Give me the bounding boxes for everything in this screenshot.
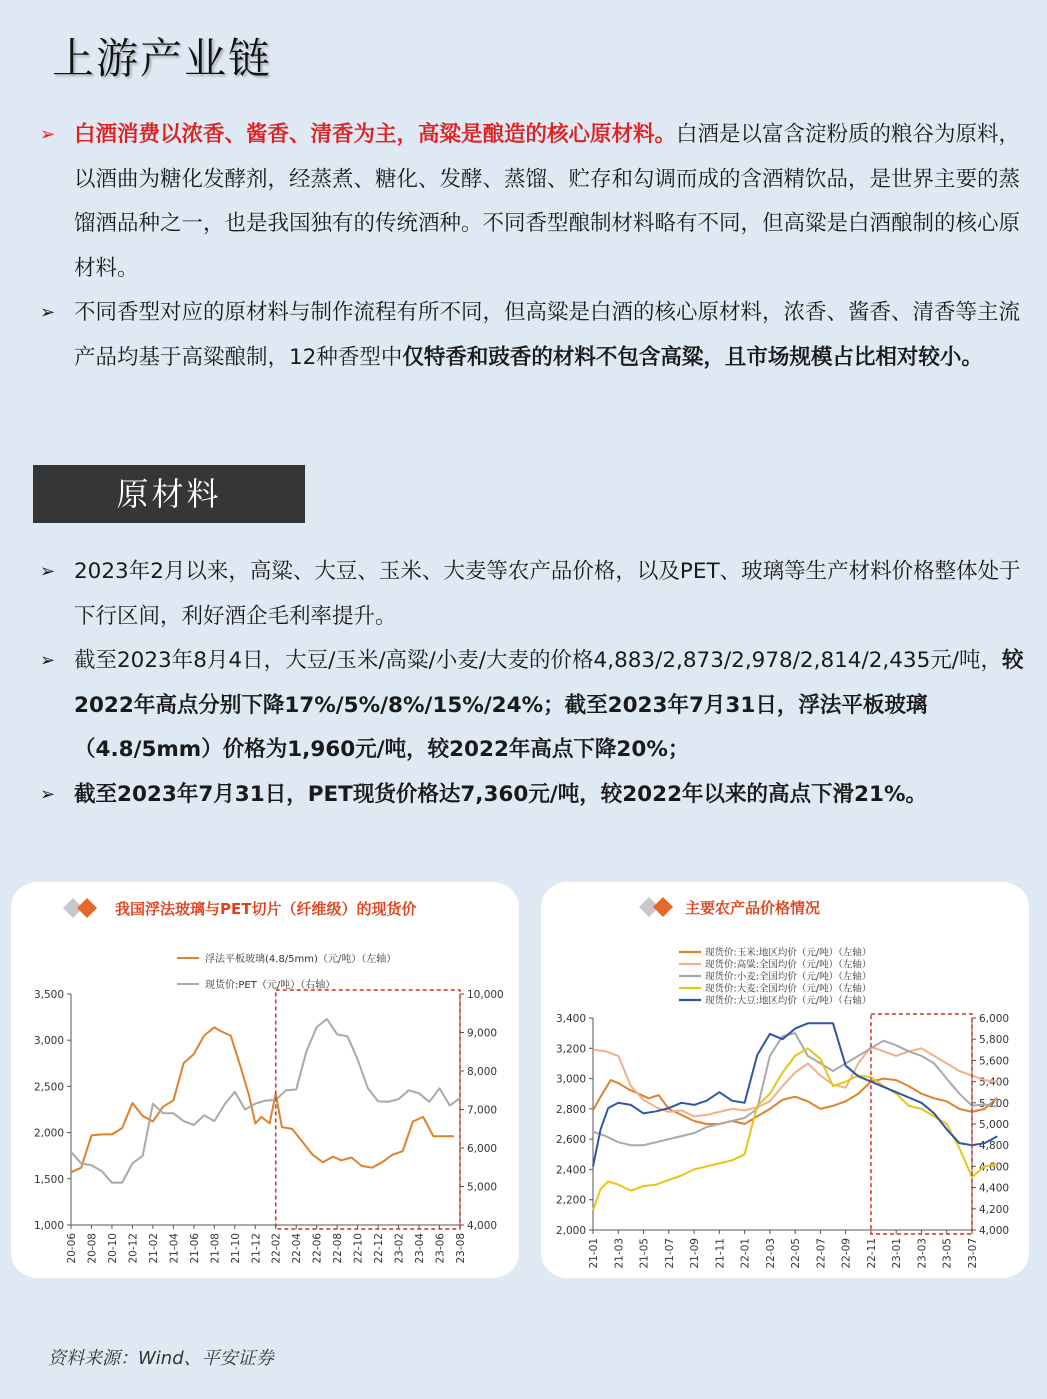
x-tick-label: 23-06 — [434, 1233, 447, 1264]
x-tick-label: 22-07 — [815, 1238, 828, 1269]
x-tick-label: 22-12 — [373, 1233, 386, 1264]
y-right-tick-label: 5,200 — [979, 1097, 1010, 1110]
y-right-tick-label: 4,200 — [979, 1203, 1010, 1216]
page-title: 上游产业链 — [52, 34, 273, 83]
glass-pet-chart — [11, 882, 519, 1278]
y-right-tick-label: 4,800 — [979, 1140, 1010, 1153]
section-header: 原材料 — [33, 465, 305, 523]
legend-label: 现货价:大豆:地区均价（元/吨）（右轴） — [705, 995, 872, 1007]
x-tick-label: 21-07 — [663, 1238, 676, 1269]
x-tick-label: 22-02 — [270, 1233, 283, 1264]
legend-label: 现货价:小麦:全国均价（元/吨）（左轴） — [705, 971, 872, 983]
y-left-tick-label: 2,000 — [33, 1127, 64, 1140]
bullet-text: 不同香型对应的原材料与制作流程有所不同，但高粱是白酒的核心原材料，浓香、酱香、清香等主流产品均基于高粱酿制，12种香型中 — [74, 300, 1021, 370]
x-tick-label: 22-05 — [790, 1238, 803, 1269]
legend-label: 现货价:大麦:全国均价（元/吨）（左轴） — [705, 983, 872, 995]
y-left-tick-label: 3,000 — [33, 1035, 64, 1048]
glass-pet-chart-panel — [11, 882, 519, 1278]
y-right-tick-label: 6,000 — [467, 1143, 498, 1155]
x-tick-label: 20-06 — [66, 1233, 78, 1264]
legend-label: 现货价:PET（元/吨）（右轴） — [205, 980, 336, 991]
x-tick-label: 23-05 — [941, 1238, 954, 1269]
chart-logo-icon — [63, 898, 97, 918]
y-right-tick-label: 4,000 — [467, 1220, 498, 1232]
y-right-tick-label: 4,000 — [979, 1225, 1010, 1237]
series-line-大豆 — [593, 1023, 997, 1166]
y-right-tick-label: 5,800 — [979, 1034, 1010, 1047]
y-left-tick-label: 1,000 — [33, 1220, 64, 1232]
x-tick-label: 21-09 — [689, 1238, 702, 1269]
x-tick-label: 22-09 — [840, 1238, 853, 1269]
agri-price-chart-panel — [541, 882, 1029, 1278]
y-right-tick-label: 4,600 — [979, 1161, 1010, 1174]
bullet-item — [40, 773, 1025, 818]
x-tick-label: 22-11 — [865, 1238, 878, 1269]
chart-reflection — [541, 1284, 1029, 1354]
bullet-bold: 截至2023年7月31日，PET现货价格达7,360元/吨，较2022年以来的高点下滑21%。 — [74, 781, 927, 807]
y-right-tick-label: 5,600 — [979, 1055, 1010, 1068]
x-tick-label: 23-02 — [393, 1233, 406, 1264]
highlight-box — [871, 1014, 972, 1234]
chart-title: 主要农产品价格情况 — [685, 899, 821, 917]
bullet-item — [40, 639, 1025, 773]
y-right-tick-label: 7,000 — [467, 1104, 498, 1117]
x-tick-label: 23-03 — [916, 1238, 929, 1269]
y-right-tick-label: 10,000 — [467, 989, 504, 1001]
x-tick-label: 21-04 — [168, 1233, 181, 1264]
agri-price-chart — [541, 882, 1029, 1278]
chart-legend — [679, 947, 871, 1007]
legend-label: 现货价:玉米:地区均价（元/吨）（左轴） — [705, 947, 872, 959]
x-tick-label: 23-04 — [414, 1233, 427, 1264]
x-tick-label: 21-02 — [147, 1233, 160, 1264]
y-left-tick-label: 3,500 — [33, 989, 64, 1001]
y-left-tick-label: 2,400 — [555, 1164, 586, 1177]
x-tick-label: 23-07 — [967, 1238, 979, 1269]
arrow-icon: ➢ — [40, 650, 56, 671]
x-tick-label: 21-03 — [613, 1238, 626, 1269]
arrow-icon: ➢ — [40, 302, 56, 323]
y-right-tick-label: 5,000 — [979, 1119, 1010, 1131]
highlight-box — [276, 990, 460, 1229]
x-tick-label: 21-10 — [229, 1233, 242, 1264]
x-tick-label: 23-01 — [891, 1238, 904, 1269]
y-left-tick-label: 2,500 — [33, 1081, 64, 1094]
y-left-tick-label: 3,000 — [555, 1073, 586, 1086]
bullet-item — [40, 113, 1025, 291]
y-right-tick-label: 5,000 — [467, 1181, 498, 1194]
x-tick-label: 22-08 — [332, 1233, 345, 1264]
y-right-tick-label: 6,000 — [979, 1013, 1010, 1025]
x-tick-label: 22-10 — [352, 1233, 365, 1264]
upstream-bullets — [40, 113, 1025, 380]
bullet-text: 白酒是以富含淀粉质的粮谷为原料，以酒曲为糖化发酵剂，经蒸煮、糖化、发酵、蒸馏、贮存和勾调而成的含酒精饮品，是世界主要的蒸馏酒品种之一，也是我国独有的传统酒种。不同香型酿制材料略有不同，但高粱是白酒酿制的核心原材料。 — [74, 122, 1021, 281]
chart-logo-icon — [639, 897, 673, 917]
legend-label: 浮法平板玻璃(4.8/5mm)（元/吨）（左轴） — [205, 954, 397, 965]
arrow-icon: ➢ — [40, 124, 56, 145]
y-right-tick-label: 8,000 — [467, 1066, 498, 1078]
bullet-bold: 仅特香和豉香的材料不包含高粱，且市场规模占比相对较小。 — [402, 344, 983, 370]
arrow-icon: ➢ — [40, 561, 56, 582]
y-right-tick-label: 4,400 — [979, 1182, 1010, 1195]
series-line-现货价:PET — [71, 1019, 460, 1183]
y-left-tick-label: 2,600 — [555, 1134, 586, 1147]
bullet-text: 截至2023年8月4日，大豆/玉米/高粱/小麦/大麦的价格4,883/2,873/2,978/2,814/2,435元/吨， — [74, 648, 1003, 673]
y-left-tick-label: 2,200 — [555, 1194, 586, 1207]
x-tick-label: 21-08 — [209, 1233, 222, 1264]
y-right-tick-label: 9,000 — [467, 1027, 498, 1040]
x-tick-label: 20-12 — [127, 1233, 140, 1264]
bullet-bold: 较2022年高点分别下降17%/5%/8%/15%/24%；截至2023年7月31日，浮法平板玻璃（4.8/5mm）价格为1,960元/吨，较2022年高点下降20%； — [74, 648, 1024, 762]
x-tick-label: 21-01 — [588, 1238, 600, 1269]
x-tick-label: 22-03 — [764, 1238, 777, 1269]
x-tick-label: 21-06 — [188, 1233, 201, 1264]
bullet-highlight: 白酒消费以浓香、酱香、清香为主，高粱是酿造的核心原材料。 — [74, 122, 677, 147]
series-line-小麦 — [593, 1033, 997, 1145]
legend-label: 现货价:高粱:全国均价（元/吨）（左轴） — [705, 959, 872, 971]
x-tick-label: 22-06 — [311, 1233, 324, 1264]
arrow-icon: ➢ — [40, 783, 56, 805]
x-tick-label: 22-01 — [739, 1238, 752, 1269]
chart-legend — [177, 952, 396, 991]
y-left-tick-label: 3,400 — [555, 1013, 586, 1025]
x-tick-label: 21-05 — [638, 1238, 651, 1269]
y-left-tick-label: 2,800 — [555, 1103, 586, 1116]
x-tick-label: 21-12 — [250, 1233, 263, 1264]
y-left-tick-label: 3,200 — [555, 1043, 586, 1056]
y-left-tick-label: 2,000 — [555, 1225, 586, 1237]
x-tick-label: 23-08 — [455, 1233, 467, 1264]
raw-material-bullets — [40, 550, 1025, 817]
y-left-tick-label: 1,500 — [33, 1173, 64, 1186]
y-right-tick-label: 5,400 — [979, 1076, 1010, 1089]
x-tick-label: 20-10 — [106, 1233, 119, 1264]
bullet-text: 2023年2月以来，高粱、大豆、玉米、大麦等农产品价格，以及PET、玻璃等生产材料价格整体处于下行区间，利好酒企毛利率提升。 — [74, 559, 1021, 629]
x-tick-label: 21-11 — [714, 1238, 727, 1269]
chart-title: 我国浮法玻璃与PET切片（纤维级）的现货价 — [115, 900, 417, 918]
x-tick-label: 22-04 — [291, 1233, 304, 1264]
bullet-item — [40, 550, 1025, 639]
x-tick-label: 20-08 — [86, 1233, 99, 1264]
source-note: 资料来源：Wind、平安证券 — [48, 1348, 274, 1369]
bullet-item — [40, 291, 1025, 380]
